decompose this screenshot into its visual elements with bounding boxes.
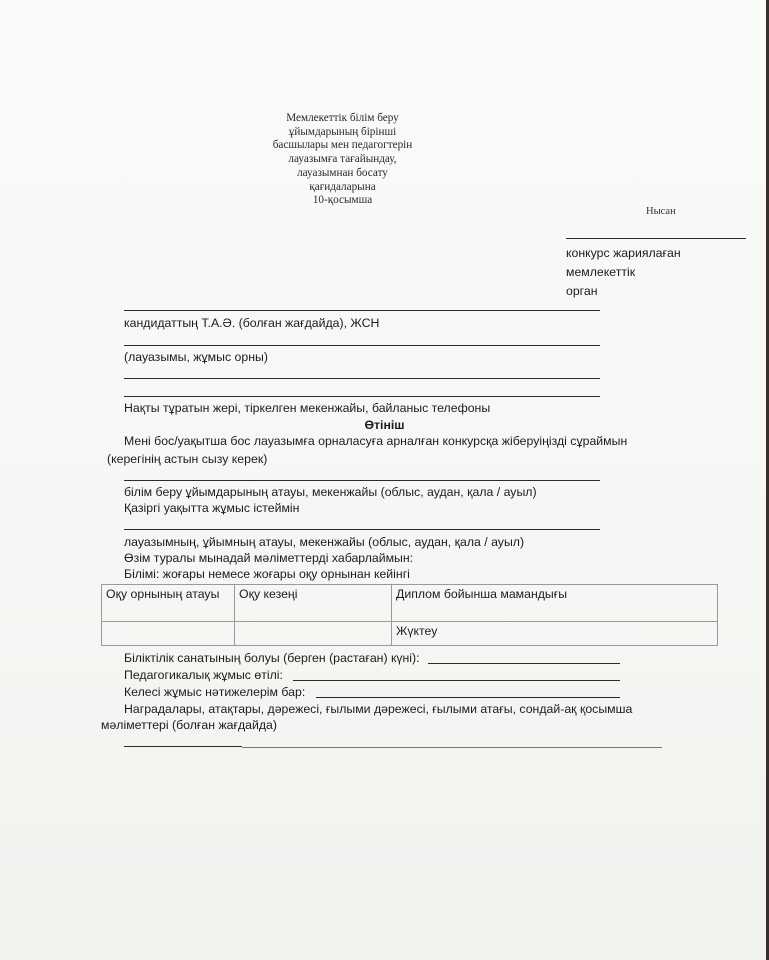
table-cell[interactable] [235,622,392,646]
awards-line[interactable] [242,747,662,748]
awards-text: Наградалары, атақтары, дәрежесі, ғылыми дәрежесі, ғылыми атағы, сондай-ақ қосымша [124,702,633,716]
education-table [101,584,718,646]
appendix-line: ұйымдарының бірінші [288,125,397,138]
appendix-line: басшылары мен педагогтерін [272,139,413,152]
table-header-row [102,585,718,622]
table-header-cell: Диплом бойынша мамандығы [392,585,718,622]
table-cell[interactable] [102,622,235,646]
appendix-line: қағидаларына [309,180,376,193]
addressee-line-text: орган [566,284,598,298]
awards-text-cont: мәліметтері (болған жағдайда) [101,718,277,732]
appendix-line: лауазымға тағайындау, [288,153,397,166]
results-label: Келесі жұмыс нәтижелерім бар: [124,685,306,699]
qualification-line[interactable] [428,663,620,664]
awards-line-short[interactable] [124,746,242,747]
results-line[interactable] [316,697,620,698]
organization-line[interactable] [124,480,600,481]
table-row [102,622,718,646]
document-title: Өтініш [364,418,405,432]
table-header-cell: Оқу орнының атауы [102,585,235,622]
addressee-line-text: конкурс жариялаған [566,246,681,260]
appendix-line: 10-қосымша [312,194,373,207]
appendix-line: лауазымнан босату [297,166,388,179]
currently-working-text: Қазіргі уақытта жұмыс істеймін [124,501,300,515]
experience-line[interactable] [293,680,620,681]
address-caption: Нақты тұратын жері, тіркелген мекенжайы, байланыс телефоны [124,401,491,415]
qualification-label: Біліктілік санатының болуы (берген (растаған) күні): [124,651,420,665]
about-me-text: Өзім туралы мынадай мәліметтерді хабарлаймын: [124,551,414,565]
table-header-cell: Оқу кезеңі [235,585,392,622]
address-line-1[interactable] [124,378,600,379]
candidate-name-caption: кандидаттың Т.А.Ә. (болған жағдайда), ЖСН [124,316,380,330]
experience-label: Педагогикалық жұмыс өтілі: [124,668,283,682]
current-job-caption: лауазымның, ұйымның атауы, мекенжайы (облыс, аудан, қала / ауыл) [124,535,525,549]
education-text: Білімі: жоғары немесе жоғары оқу орнынан кейінгі [124,567,410,581]
form-label: Нысан [646,206,676,217]
candidate-name-line[interactable] [124,310,600,311]
position-line[interactable] [124,345,600,346]
upload-cell[interactable]: Жүктеу [392,622,718,646]
appendix-note [240,112,445,208]
position-caption: (лауазымы, жұмыс орны) [124,350,268,364]
appendix-line: Мемлекеттік білім беру [286,112,399,124]
addressee-line-text: мемлекеттік [566,265,636,279]
addressee-line[interactable] [566,238,746,239]
request-note: (керегінің астын сызу керек) [107,452,268,466]
address-line-2[interactable] [124,396,600,397]
organization-caption: білім беру ұйымдарының атауы, мекенжайы (облыс, аудан, қала / ауыл) [124,485,537,499]
request-text: Мені бос/уақытша бос лауазымға орналасуға арналған конкурсқа жіберуіңізді сұраймын [124,434,628,448]
addressee [566,244,681,301]
current-job-line[interactable] [124,529,600,530]
